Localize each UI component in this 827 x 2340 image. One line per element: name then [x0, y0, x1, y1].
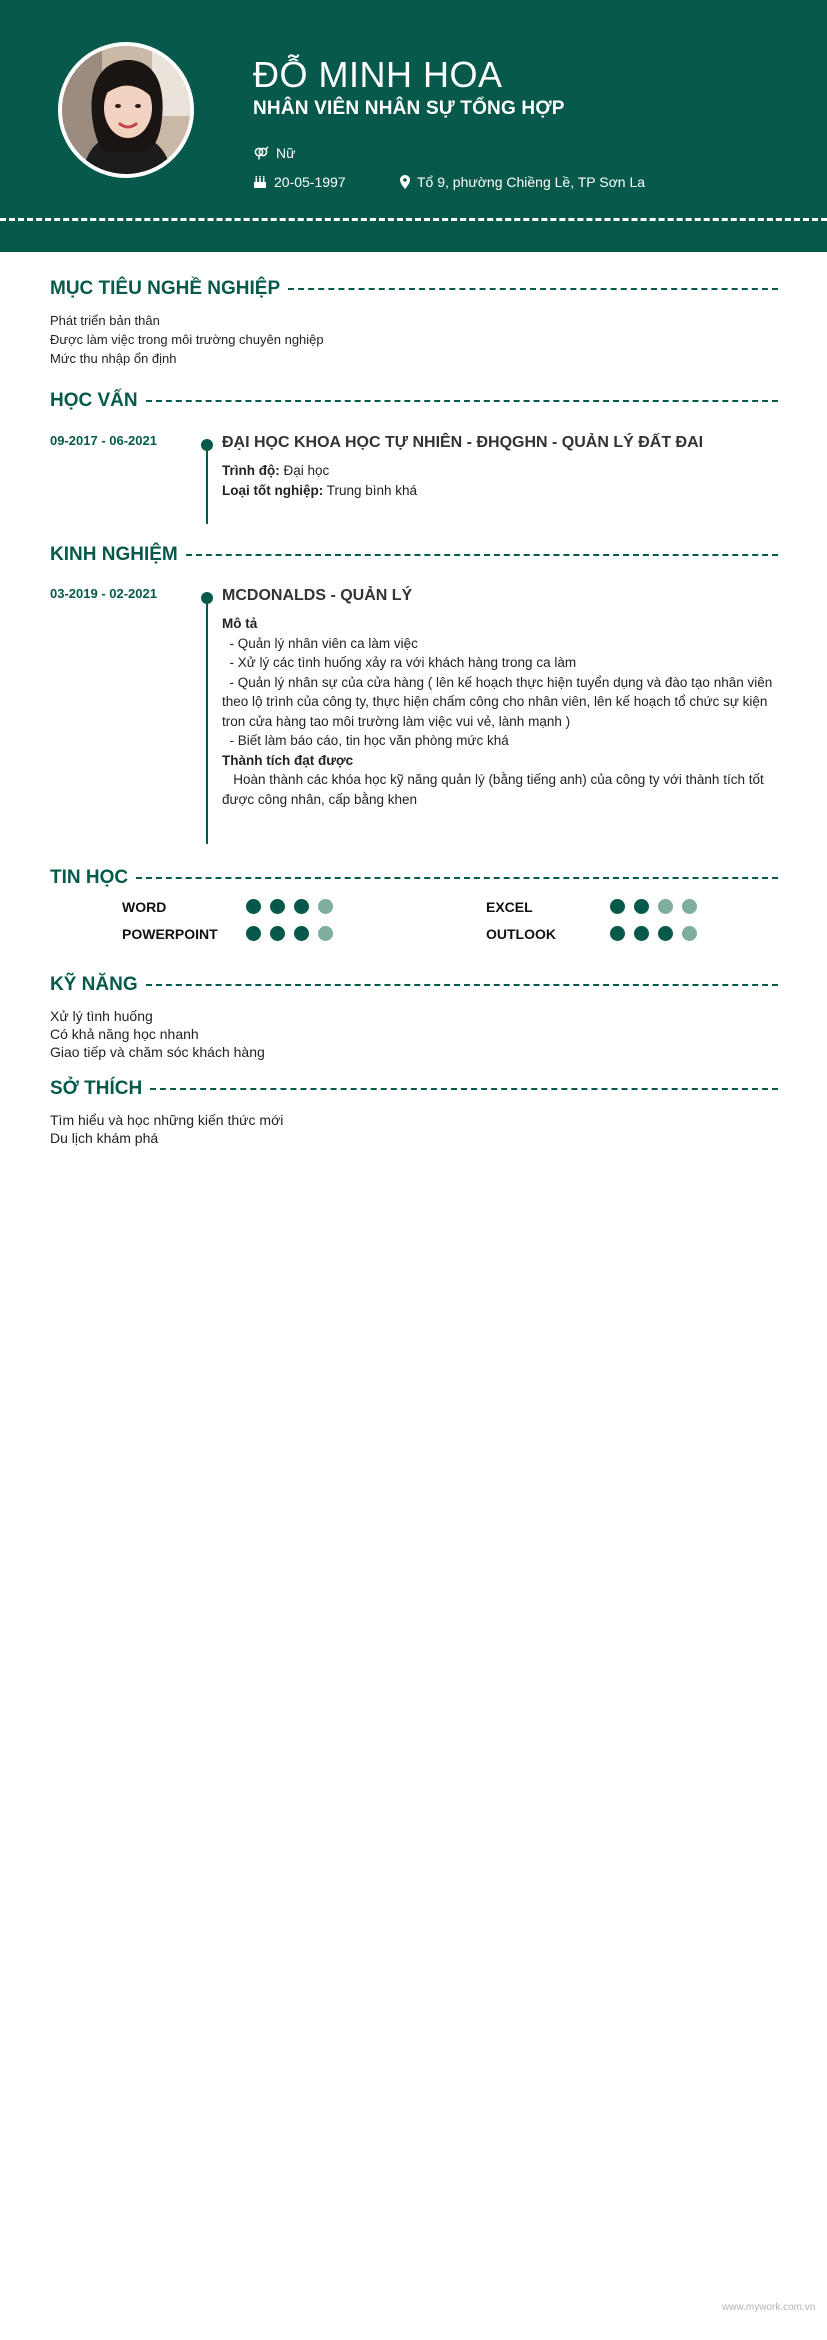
skill-name: OUTLOOK	[486, 926, 556, 942]
section-divider	[288, 288, 778, 290]
skill-name: POWERPOINT	[122, 926, 218, 942]
experience-desc-item: - Quản lý nhân viên ca làm việc	[222, 635, 418, 651]
rating-dot-filled	[270, 926, 285, 941]
timeline-dot	[201, 592, 213, 604]
section-divider	[136, 877, 778, 879]
section-title: MỤC TIÊU NGHỀ NGHIỆP	[50, 278, 281, 299]
rating-dot-filled	[270, 899, 285, 914]
section-title: KỸ NĂNG	[50, 974, 138, 995]
candidate-name: ĐỖ MINH HOA	[253, 54, 503, 95]
section-divider	[186, 554, 778, 556]
avatar	[58, 42, 194, 178]
hobbies-item: Du lịch khám phá	[50, 1130, 159, 1146]
section-skills	[50, 974, 778, 996]
experience-desc-label: Mô tả	[222, 616, 258, 631]
skill-rating	[610, 899, 697, 914]
rating-dot-filled	[634, 899, 649, 914]
rating-dot-filled	[634, 926, 649, 941]
experience-achievement-label: Thành tích đạt được	[222, 752, 354, 768]
avatar-photo	[62, 46, 190, 174]
watermark: www.mywork.com.vn	[722, 2302, 816, 2313]
rating-dot-filled	[246, 899, 261, 914]
skill-rating	[246, 899, 333, 914]
header-divider	[0, 218, 827, 221]
cake-icon	[253, 175, 267, 189]
career-goal-item: Mức thu nhập ổn định	[50, 351, 177, 366]
career-goal-list	[50, 311, 324, 368]
experience-details	[222, 614, 777, 809]
experience-company: MCDONALDS - QUẢN LÝ	[222, 587, 413, 604]
skill-name: EXCEL	[486, 899, 533, 915]
rating-dot-filled	[294, 926, 309, 941]
gender-value: Nữ	[276, 145, 296, 161]
skill-name: WORD	[122, 899, 167, 915]
section-it-skills	[50, 867, 778, 889]
cv-header	[0, 0, 827, 252]
career-goal-item: Phát triển bản thân	[50, 313, 160, 328]
section-title: TIN HỌC	[50, 867, 129, 888]
rating-dot-filled	[294, 899, 309, 914]
gender-icon	[253, 146, 269, 160]
skills-item: Có khả năng học nhanh	[50, 1026, 199, 1042]
section-title: KINH NGHIỆM	[50, 544, 178, 565]
skill-rating	[246, 926, 333, 941]
timeline-dot	[201, 439, 213, 451]
education-level-label: Trình độ:	[222, 463, 280, 478]
career-goal-item: Được làm việc trong môi trường chuyên nghiệp	[50, 332, 324, 347]
hobbies-list	[50, 1111, 283, 1147]
skill-rating	[610, 926, 697, 941]
section-divider	[150, 1088, 778, 1090]
rating-dot-filled	[658, 926, 673, 941]
education-date: 09-2017 - 06-2021	[50, 433, 157, 448]
education-grade-value: Trung bình khá	[326, 482, 418, 498]
skills-item: Giao tiếp và chăm sóc khách hàng	[50, 1044, 265, 1060]
rating-dot-empty	[318, 926, 333, 941]
section-title: SỞ THÍCH	[50, 1078, 143, 1099]
rating-dot-empty	[318, 899, 333, 914]
skills-item: Xử lý tình huống	[50, 1008, 153, 1024]
address-value: Tổ 9, phường Chiềng Lề, TP Sơn La	[417, 174, 646, 190]
location-pin-icon	[400, 175, 410, 189]
timeline-line	[206, 441, 208, 524]
address-info	[400, 174, 645, 190]
section-education	[50, 390, 778, 412]
experience-desc-item: - Xử lý các tình huống xảy ra với khách hàng trong ca làm	[222, 655, 577, 670]
birthday-info	[253, 174, 346, 190]
skills-list	[50, 1007, 265, 1061]
gender-info	[253, 145, 295, 161]
rating-dot-filled	[246, 926, 261, 941]
section-divider	[146, 984, 778, 986]
experience-achievement-text: Hoàn thành các khóa học kỹ năng quản lý (bằng tiếng anh) của công ty với thành tích tốt được công nhân, cấp bằng khen	[222, 772, 768, 807]
rating-dot-empty	[658, 899, 673, 914]
rating-dot-filled	[610, 899, 625, 914]
candidate-position: NHÂN VIÊN NHÂN SỰ TỔNG HỢP	[253, 98, 565, 119]
section-experience	[50, 544, 778, 566]
timeline-line	[206, 594, 208, 844]
hobbies-item: Tìm hiểu và học những kiến thức mới	[50, 1112, 284, 1128]
section-hobbies	[50, 1078, 778, 1100]
education-level-value: Đại học	[283, 463, 330, 478]
section-career-goal	[50, 278, 778, 300]
birthday-value: 20-05-1997	[274, 174, 346, 190]
education-details	[222, 461, 782, 500]
rating-dot-empty	[682, 899, 697, 914]
section-title: HỌC VẤN	[50, 390, 138, 411]
experience-desc-item: - Biết làm báo cáo, tin học văn phòng mức khá	[222, 733, 509, 748]
rating-dot-empty	[682, 926, 697, 941]
education-grade-label: Loại tốt nghiệp:	[222, 482, 324, 498]
experience-desc-item: - Quản lý nhân sự của cửa hàng ( lên kế hoạch thực hiện tuyển dụng và đào tạo nhân viên theo lộ trình của công ty, thực hiện chấm công cho nhân viên, lên kế hoạch tổ chức sự kiện tron cửa hàng tao môi trường làm việc vui vẻ, lành mạnh )	[222, 674, 777, 729]
experience-date: 03-2019 - 02-2021	[50, 586, 157, 601]
section-divider	[146, 400, 778, 402]
rating-dot-filled	[610, 926, 625, 941]
education-school: ĐẠI HỌC KHOA HỌC TỰ NHIÊN - ĐHQGHN - QUẢN LÝ ĐẤT ĐAI	[222, 434, 704, 451]
